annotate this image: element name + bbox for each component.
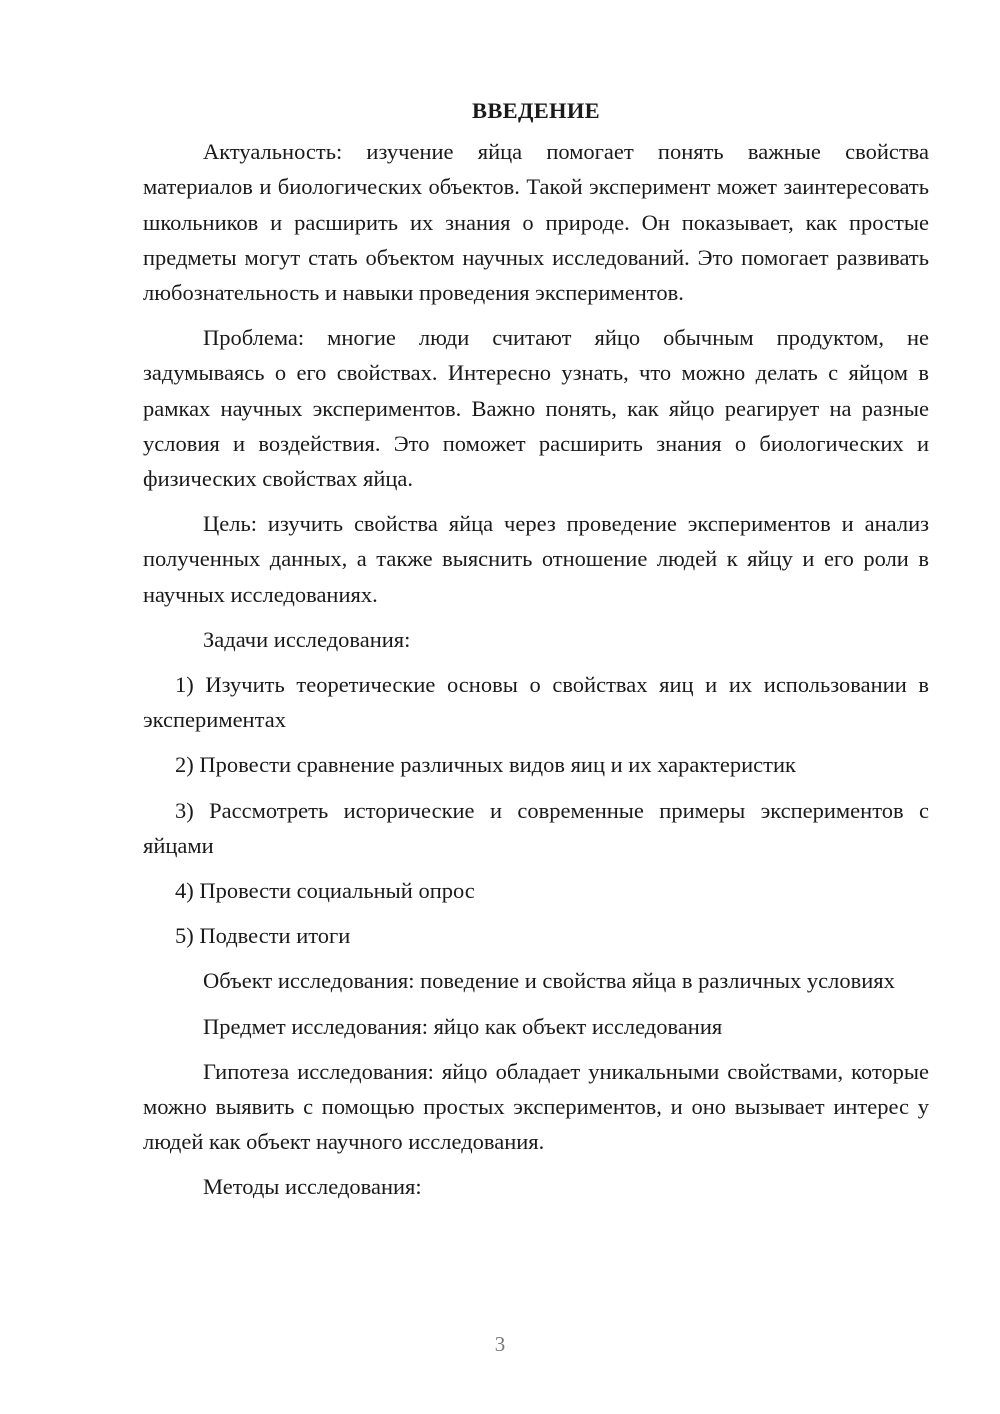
task-item: 4) Провести социальный опрос <box>175 878 475 904</box>
paragraph-problem: Проблема: многие люди считают яйцо обычным продуктом, не задумываясь о его свойствах. Интересно узнать, что можно делать с яйцом в рамках научных экспериментов. Важно понять, как яйцо реагирует на разные условия и воздействия. Это поможет расширить знания о биологических и физических свойствах яйца. <box>143 325 929 492</box>
task-item: 3) Рассмотреть исторические и современные примеры экспериментов с яйцами <box>143 797 929 858</box>
tasks-heading: Задачи исследования: <box>203 626 411 652</box>
paragraph-goal: Цель: изучить свойства яйца через проведение экспериментов и анализ полученных данных, а также выяснить отношение людей к яйцу и его роли в научных исследованиях. <box>143 511 929 607</box>
task-item: 1) Изучить теоретические основы о свойствах яиц и их использовании в экспериментах <box>143 672 929 733</box>
paragraph-relevance: Актуальность: изучение яйца помогает понять важные свойства материалов и биологических объектов. Такой эксперимент может заинтересовать школьников и расширить их знания о природе. Он показывает, как простые предметы могут стать объектом научных исследований. Это помогает развивать любознательность и навыки проведения экспериментов. <box>143 139 929 306</box>
task-item: 2) Провести сравнение различных видов яиц и их характеристик <box>175 752 796 778</box>
methods-heading: Методы исследования: <box>203 1174 422 1200</box>
task-item: 5) Подвести итоги <box>175 923 351 949</box>
paragraph-object: Объект исследования: поведение и свойства яйца в различных условиях <box>203 968 895 994</box>
paragraph-hypothesis: Гипотеза исследования: яйцо обладает уникальными свойствами, которые можно выявить с помощью простых экспериментов, и оно вызывает интерес у людей как объект научного исследования. <box>143 1058 929 1155</box>
paragraph-subject: Предмет исследования: яйцо как объект исследования <box>203 1013 723 1039</box>
document-page <box>143 93 929 1215</box>
page-number: 3 <box>494 1332 506 1356</box>
page-title: ВВЕДЕНИЕ <box>472 98 600 123</box>
